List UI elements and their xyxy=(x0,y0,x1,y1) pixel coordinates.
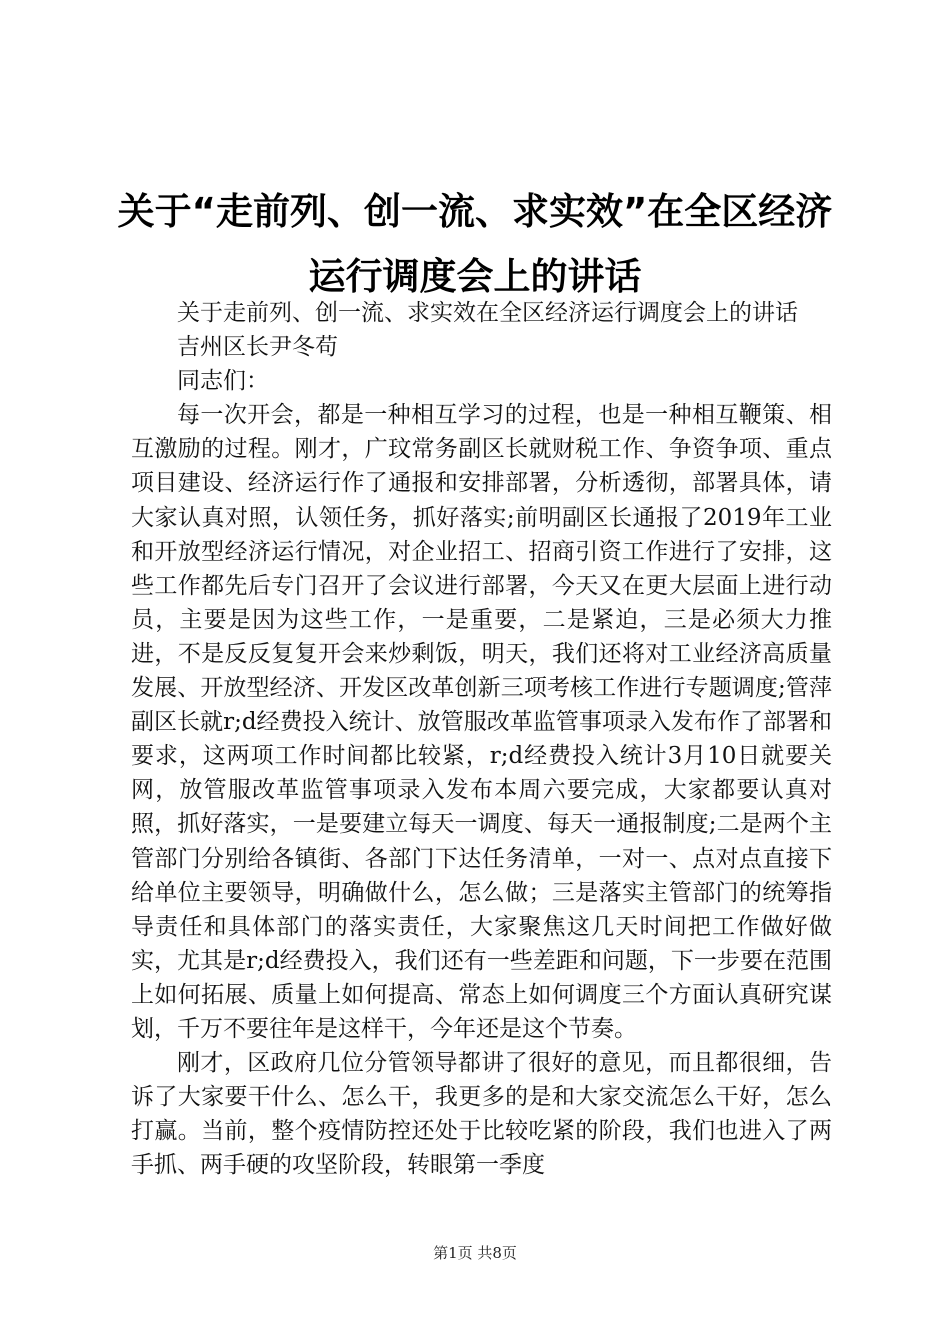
subtitle-paragraph: 关于走前列、创一流、求实效在全区经济运行调度会上的讲话 xyxy=(177,300,798,326)
speaker-line: 吉州区长尹冬苟 xyxy=(177,334,338,361)
document-title-line-2: 运行调度会上的讲话 xyxy=(308,255,642,298)
body-paragraph: 每一次开会，都是一种相互学习的过程，也是一种相互鞭策、相互激励的过程。刚才，广玟常务副区长就财税工作、争资争项、重点项目建设、经济运行作了通报和安排部署，分析透彻，部署具体，请大家认真对照，认领任务，抓好落实;前明副区长通报了2019年工业和开放型经济运行情况，对企业招工、招商引资工作进行了安排，这些工作都先后专门召开了会议进行部署，今天又在更大层面上进行动员，主要是因为这些工作，一是重要，二是紧迫，三是必须大力推进，不是反反复复开会来炒剩饭，明天，我们还将对工业经济高质量发展、开放型经济、开发区改革创新三项考核工作进行专题调度;管萍副区长就r;d经费投入统计、放管服改革监管事项录入发布作了部署和要求，这两项工作时间都比较紧，r;d经费投入统计3月10日就要关网，放管服改革监管事项录入发布本周六要完成，大家都要认真对照，抓好落实，一是要建立每天一调度、每天一通报制度;二是两个主管部门分别给各镇街、各部门下达任务清单，一对一、点对点直接下给单位主要领导，明确做什么，怎么做；三是落实主管部门的统筹指导责任和具体部门的落实责任，大家聚焦这几天时间把工作做好做实，尤其是r;d经费投入，我们还有一些差距和问题，下一步要在范围上如何拓展、质量上如何提高、常态上如何调度三个方面认真研究谋划，千万不要往年是这样干，今年还是这个节奏。 xyxy=(131,402,832,1042)
document-body xyxy=(131,296,832,1182)
document-title-line-1: 关于“走前列、创一流、求实效”在全区经济 xyxy=(117,190,833,233)
body-paragraph: 刚才，区政府几位分管领导都讲了很好的意见，而且都很细，告诉了大家要干什么、怎么干，我更多的是和大家交流怎么干好，怎么打赢。当前，整个疫情防控还处于比较吃紧的阶段，我们也进入了两手抓、两手硬的攻坚阶段，转眼第一季度 xyxy=(131,1050,832,1179)
salutation: 同志们： xyxy=(177,368,269,395)
page-number-footer: 第1页 共8页 xyxy=(433,1244,517,1262)
